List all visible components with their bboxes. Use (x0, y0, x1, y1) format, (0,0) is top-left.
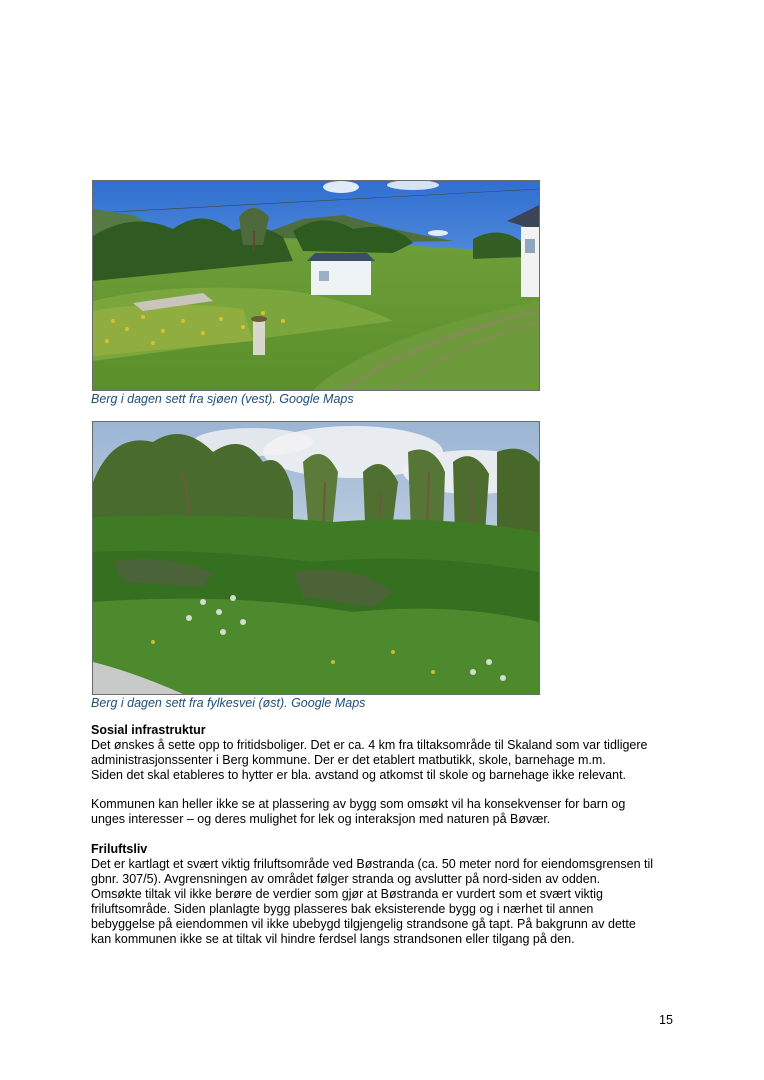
text-line: kan kommunen ikke se at tiltak vil hindre ferdsel langs strandsonen eller tilgang på den. (91, 932, 575, 946)
photo-berg-from-road (92, 421, 540, 695)
paragraph (91, 738, 681, 783)
text-line: Det er kartlagt et svært viktig friluftsområde ved Bøstranda (ca. 50 meter nord for eiendomsgrensen til (91, 857, 654, 871)
text-line: friluftsområde. Siden planlagte bygg plasseres bak eksisterende bygg og i nærhet til annen (91, 902, 594, 916)
text-line: gbnr. 307/5). Avgrensningen av området følger stranda og avslutter på nord-siden av odden. (91, 872, 601, 886)
text-line: Det ønskes å sette opp to fritidsboliger. Det er ca. 4 km fra tiltaksområde til Skaland som var tidligere (91, 738, 648, 752)
photo-caption: Berg i dagen sett fra sjøen (vest). Google Maps (91, 392, 354, 406)
section-heading: Sosial infrastruktur (91, 723, 206, 737)
text-line: Kommunen kan heller ikke se at plassering av bygg som omsøkt vil ha konsekvenser for barn og (91, 797, 626, 811)
text-line: Siden det skal etableres to hytter er bla. avstand og atkomst til skole og barnehage ikke relevant. (91, 768, 627, 782)
text-line: Omsøkte tiltak vil ikke berøre de verdier som gjør at Bøstranda er vurdert som et svært viktig (91, 887, 603, 901)
photo-caption: Berg i dagen sett fra fylkesvei (øst). Google Maps (91, 696, 366, 710)
text-line: administrasjonssenter i Berg kommune. Der er det etablert matbutikk, skole, barnehage m.m. (91, 753, 606, 767)
photo-berg-from-sea (92, 180, 540, 391)
section-heading: Friluftsliv (91, 842, 148, 856)
text-line: bebyggelse på eiendommen vil ikke ubebygd tilgjengelig strandsone gå tapt. På bakgrunn av dette (91, 917, 636, 931)
text-line: unges interesser – og deres mulighet for lek og interaksjon med naturen på Bøvær. (91, 812, 551, 826)
paragraph (91, 857, 681, 947)
paragraph (91, 797, 681, 827)
page-number: 15 (659, 1013, 673, 1027)
